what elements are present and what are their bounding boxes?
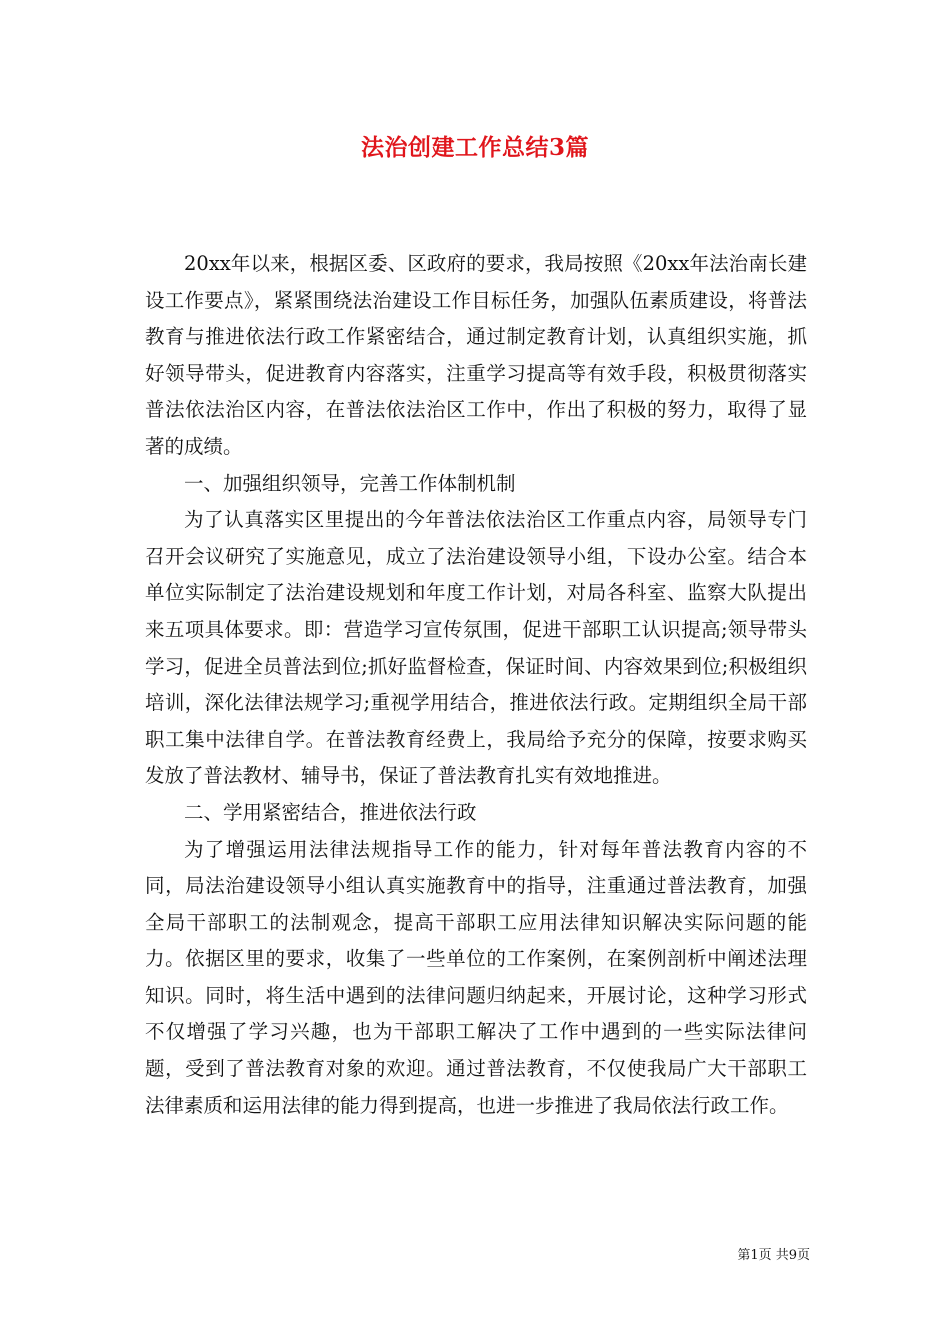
section-heading-1: 一、加强组织领导，完善工作体制机制 (184, 471, 516, 495)
paragraph-section-2: 为了增强运用法律法规指导工作的能力，针对每年普法教育内容的不同，局法治建设领导小组认真实施教育中的指导，注重通过普法教育，加强全局干部职工的法制观念，提高干部职工应用法律知识解决实际问题的能力。依据区里的要求，收集了一些单位的工作案例，在案例剖析中阐述法理知识。同时，将生活中遇到的法律问题归纳起来，开展讨论，这种学习形式不仅增强了学习兴趣，也为干部职工解决了工作中遇到的一些实际法律问题，受到了普法教育对象的欢迎。通过普法教育，不仅使我局广大干部职工法律素质和运用法律的能力得到提高，也进一步推进了我局依法行政工作。 (145, 837, 807, 1117)
section-heading-2: 二、学用紧密结合，推进依法行政 (184, 800, 477, 824)
document-body (145, 246, 807, 1124)
paragraph-section-1: 为了认真落实区里提出的今年普法依法治区工作重点内容，局领导专门召开会议研究了实施意见，成立了法治建设领导小组，下设办公室。结合本单位实际制定了法治建设规划和年度工作计划，对局各科室、监察大队提出来五项具体要求。即：营造学习宣传氛围，促进干部职工认识提高;领导带头学习，促进全员普法到位;抓好监督检查，保证时间、内容效果到位;积极组织培训，深化法律法规学习;重视学用结合，推进依法行政。定期组织全局干部职工集中法律自学。在普法教育经费上，我局给予充分的保障，按要求购买发放了普法教材、辅导书，保证了普法教育扎实有效地推进。 (145, 508, 807, 788)
paragraph-intro: 20xx年以来，根据区委、区政府的要求，我局按照《20xx年法治南长建设工作要点》，紧紧围绕法治建设工作目标任务，加强队伍素质建设，将普法教育与推进依法行政工作紧密结合，通过制定教育计划，认真组织实施，抓好领导带头，促进教育内容落实，注重学习提高等有效手段，积极贯彻落实普法依法治区内容，在普法依法治区工作中，作出了积极的努力，取得了显著的成绩。 (145, 252, 807, 458)
document-title: 法治创建工作总结3篇 (360, 134, 589, 161)
page-number: 第1页 共9页 (737, 1248, 810, 1263)
